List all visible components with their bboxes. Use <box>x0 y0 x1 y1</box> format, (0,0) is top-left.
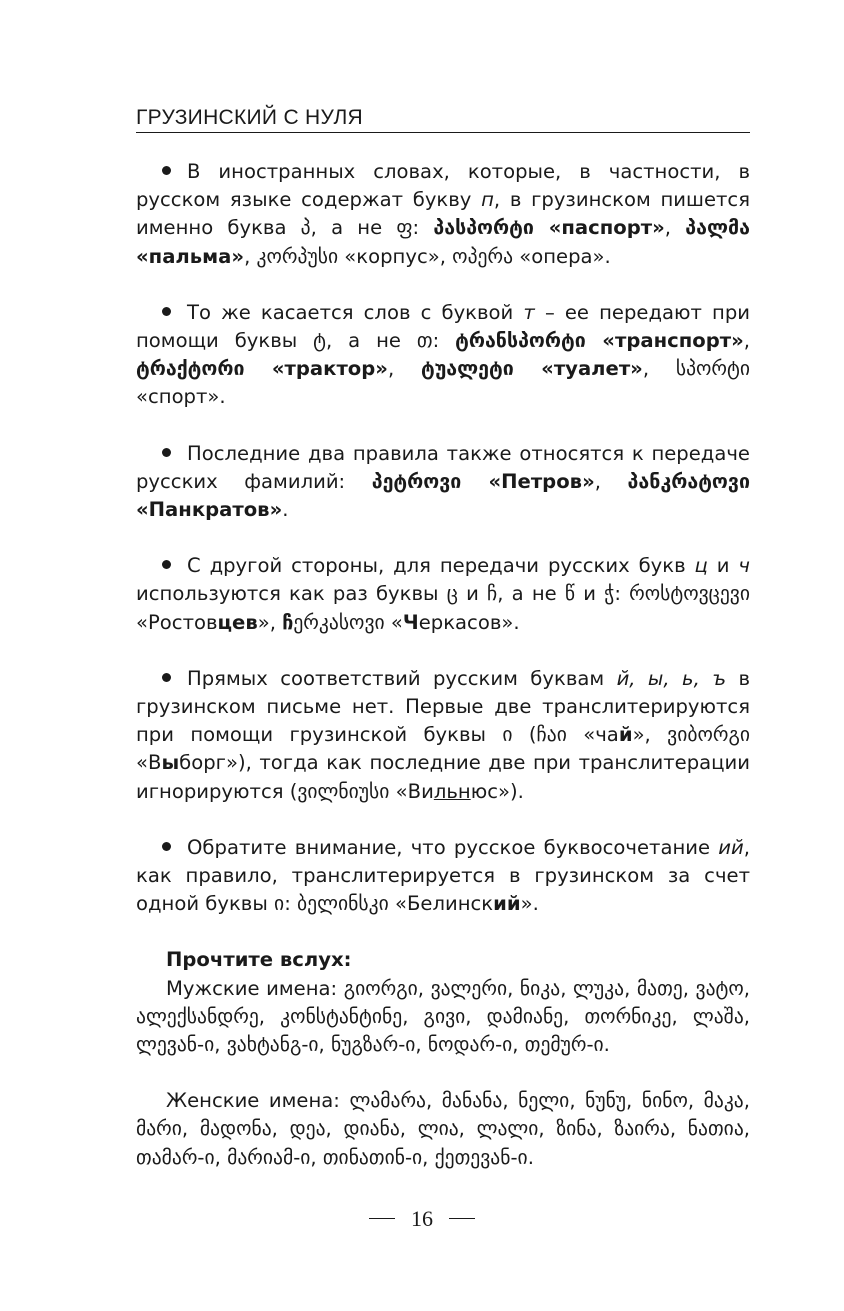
page-body <box>136 158 750 1200</box>
text-run: используются как раз буквы ც и ჩ, а не წ и ჭ: როსტოვცევი «Ростов <box>136 582 750 634</box>
page-footer <box>0 1206 844 1232</box>
text-run: , как правило, транслитерируется в грузинском за счет одной буквы ი: ბელინსკი «Белинск <box>136 835 750 916</box>
text-run: ». <box>520 892 539 916</box>
running-header: ГРУЗИНСКИЙ С НУЛЯ <box>136 106 750 133</box>
text-run: ч <box>738 554 750 578</box>
text-run: ий <box>493 892 521 916</box>
text-run: , <box>387 357 421 381</box>
text-run: цев <box>217 610 258 634</box>
text-run: ы <box>161 751 180 775</box>
footer-dash-left <box>369 1218 395 1220</box>
rule-paragraph <box>136 552 750 637</box>
text-run: С другой стороны, для передачи русских букв <box>187 554 695 578</box>
rules-list <box>136 158 750 918</box>
text-run: პალმა «пальма» <box>136 216 750 268</box>
text-run: еркасов». <box>418 610 520 634</box>
female-names: Женские имена: ლამარა, მანანა, ნელი, ნუნუ, ნინო, მაკა, მარი, მადონა, დეა, დიანა, ლია, ლალი, ზინა, ზაირა, ნათია, თამარ-ი, მარიამ-ი, თინათინ-ი, ქეთევან-ი. <box>136 1089 750 1169</box>
male-names: Мужские имена: გიორგი, ვალერი, ნიკა, ლუკა, მათე, ვატო, ალექსანდრე, კონსტანტინე, გივი, დამიანე, თორნიკე, ლაშა, ლევან-ი, ვახტანგ-ი, ნუგზარ-ი, ნოდარ-ი, თემურ-ი. <box>136 976 750 1057</box>
rule-paragraph <box>136 440 750 525</box>
bullet-icon <box>162 448 171 457</box>
text-run: , <box>743 329 750 353</box>
text-run: ц <box>694 554 708 578</box>
page-number: 16 <box>411 1206 433 1231</box>
text-run: – ее передают при помощи буквы ტ, а не თ: <box>136 300 750 353</box>
text-run: Ч <box>402 610 419 634</box>
text-run: , в грузинском пишется именно буква პ, а не ფ: <box>136 188 750 240</box>
bullet-icon <box>162 166 171 175</box>
text-run: п <box>481 188 494 212</box>
text-run: юс»). <box>470 779 524 803</box>
text-run: ერკასოვი « <box>293 610 403 634</box>
text-run: т <box>523 300 535 324</box>
text-run: პეტროვი «Петров» <box>371 469 595 493</box>
text-run: პასპორტი «паспорт» <box>433 216 665 240</box>
text-run: й, ы, ь, ъ <box>616 666 727 690</box>
text-run: й <box>618 723 633 747</box>
rule-paragraph <box>136 158 750 271</box>
bullet-icon <box>162 673 171 682</box>
text-run: Обратите внимание, что русское буквосочетание <box>187 835 719 859</box>
rule-paragraph <box>136 834 750 919</box>
text-run: В иностранных словах, которые, в частности, в русском языке содержат букву <box>136 160 750 212</box>
text-run: , სპორტი «спорт». <box>136 357 750 409</box>
footer-dash-right <box>449 1218 475 1220</box>
text-run: ий <box>718 835 744 859</box>
text-run: პანკრატოვი «Панкратов» <box>136 469 750 522</box>
rule-paragraph <box>136 299 750 412</box>
text-run: Прямых соответствий русским буквам <box>187 666 617 690</box>
text-run: », <box>257 610 283 634</box>
text-run: ტრაქტორი «трактор» <box>136 357 388 381</box>
text-run: , <box>594 469 628 493</box>
text-run: , კორპუსი «корпус», ოპერა «опера». <box>244 244 611 268</box>
bullet-icon <box>162 307 171 316</box>
bullet-icon <box>162 842 171 851</box>
text-run: и <box>707 554 739 578</box>
text-run: », ვიბორგი «В <box>136 723 751 775</box>
text-run: ტუალეტი «туалет» <box>420 357 643 381</box>
text-run: в грузинском письме нет. Первые две транслитерируются при помощи грузинской буквы ი (ჩაი «ча <box>136 666 750 747</box>
text-run: ტრანსპორტი «транспорт» <box>455 329 744 353</box>
text-run: То же касается слов с буквой <box>187 300 524 324</box>
text-run: льн <box>433 779 471 803</box>
text-run: ჩ <box>282 610 294 634</box>
rule-paragraph <box>136 665 750 806</box>
text-run: борг»), тогда как последние две при транслитерации игнорируются (ვილნიუსი «Ви <box>136 751 750 803</box>
bullet-icon <box>162 560 171 569</box>
text-run: . <box>282 498 289 522</box>
text-run: Последние два правила также относятся к передаче русских фамилий: <box>136 441 750 493</box>
exercise-title: Прочтите вслух: <box>166 948 352 972</box>
text-run: , <box>664 216 686 240</box>
